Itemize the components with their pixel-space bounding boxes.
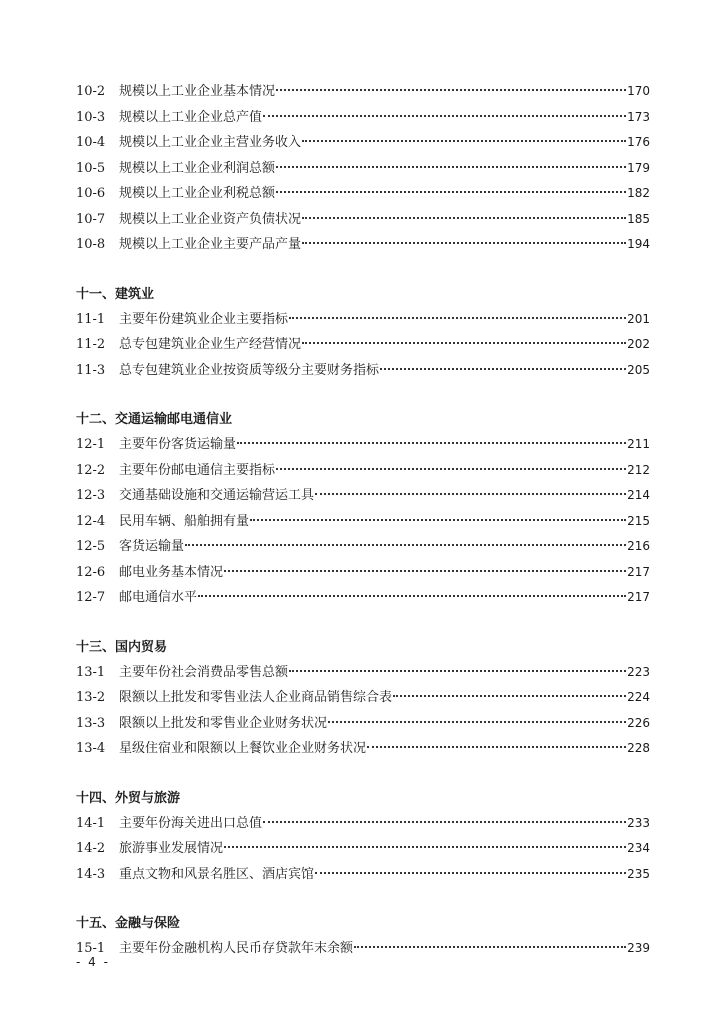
entry-title: 邮电通信水平 <box>119 590 198 605</box>
entry-page-number: 201 <box>627 311 650 326</box>
entry-number: 12-5 <box>76 539 106 554</box>
dot-leader <box>289 317 626 319</box>
entry-number: 12-3 <box>76 488 106 503</box>
entry-page-number: 179 <box>627 160 650 175</box>
entry-title: 主要年份社会消费品零售总额 <box>119 664 289 680</box>
toc-entry[interactable] <box>76 207 650 233</box>
entry-page-number: 235 <box>627 866 650 881</box>
toc-entry[interactable] <box>76 685 650 711</box>
toc-entry[interactable] <box>76 660 650 686</box>
entry-page-number: 205 <box>627 362 650 377</box>
dot-leader <box>315 493 626 495</box>
entry-title: 限额以上批发和零售业企业财务状况 <box>119 715 328 731</box>
toc-entry[interactable] <box>76 483 650 509</box>
dot-leader <box>276 89 626 91</box>
entry-title: 主要年份海关进出口总值 <box>119 815 263 831</box>
entry-page-number: 215 <box>627 513 650 528</box>
entry-page-number: 214 <box>627 488 650 502</box>
entry-title: 总专包建筑业企业生产经营情况 <box>119 337 302 352</box>
dot-leader <box>276 468 626 470</box>
dot-leader <box>367 746 626 748</box>
section-heading: 十四、外贸与旅游 <box>76 790 181 806</box>
entry-number: 11-2 <box>76 337 106 352</box>
entry-number: 12-4 <box>76 513 106 529</box>
entry-title: 主要年份客货运输量 <box>119 437 237 452</box>
entry-page-number: 194 <box>627 237 650 251</box>
toc-entry[interactable] <box>76 560 650 586</box>
entry-number: 11-1 <box>76 311 106 327</box>
entry-number: 12-1 <box>76 437 106 452</box>
dot-leader <box>393 695 626 697</box>
dot-leader <box>237 442 626 444</box>
entry-number: 14-1 <box>76 815 106 831</box>
dot-leader <box>328 721 626 723</box>
dot-leader <box>315 872 626 874</box>
entry-page-number: 239 <box>627 941 650 955</box>
entry-number: 10-6 <box>76 186 106 201</box>
entry-page-number: 216 <box>627 539 650 553</box>
entry-page-number: 173 <box>627 109 650 124</box>
toc-entry[interactable] <box>76 811 650 837</box>
toc-entry[interactable] <box>76 585 650 611</box>
entry-number: 10-4 <box>76 135 106 150</box>
entry-title: 邮电业务基本情况 <box>119 564 224 580</box>
entry-title: 民用车辆、船舶拥有量 <box>119 513 250 529</box>
entry-page-number: 170 <box>627 84 650 98</box>
entry-number: 13-4 <box>76 741 106 756</box>
entry-title: 客货运输量 <box>119 539 185 554</box>
dot-leader <box>263 821 626 823</box>
toc-entry[interactable] <box>76 358 650 384</box>
entry-title: 规模以上工业企业主要产品产量 <box>119 237 302 252</box>
page-number-footer: - 4 - <box>76 955 110 969</box>
entry-number: 10-7 <box>76 211 106 227</box>
toc-entry[interactable] <box>76 105 650 131</box>
entry-page-number: 202 <box>627 337 650 351</box>
toc-entry[interactable] <box>76 432 650 458</box>
entry-page-number: 211 <box>627 437 650 451</box>
entry-page-number: 217 <box>627 590 650 604</box>
toc-entry[interactable] <box>76 130 650 156</box>
dot-leader <box>276 191 626 193</box>
entry-number: 15-1 <box>76 941 106 956</box>
entry-title: 规模以上工业企业总产值 <box>119 109 263 125</box>
entry-number: 13-1 <box>76 664 106 680</box>
entry-title: 星级住宿业和限额以上餐饮业企业财务状况 <box>119 741 367 756</box>
entry-page-number: 228 <box>627 741 650 755</box>
entry-page-number: 182 <box>627 186 650 200</box>
entry-title: 规模以上工业企业资产负债状况 <box>119 211 302 227</box>
dot-leader <box>250 519 626 521</box>
dot-leader <box>224 570 626 572</box>
entry-number: 13-2 <box>76 690 106 705</box>
entry-page-number: 185 <box>627 211 650 226</box>
dot-leader <box>289 670 626 672</box>
entry-number: 12-2 <box>76 462 106 478</box>
dot-leader <box>380 368 626 370</box>
toc-entry[interactable] <box>76 936 650 962</box>
entry-title: 规模以上工业企业利税总额 <box>119 186 276 201</box>
entry-title: 主要年份邮电通信主要指标 <box>119 462 276 478</box>
entry-number: 10-8 <box>76 237 106 252</box>
toc-entry[interactable] <box>76 79 650 105</box>
section-heading: 十二、交通运输邮电通信业 <box>76 412 233 427</box>
toc-entry[interactable] <box>76 711 650 737</box>
entry-title: 主要年份金融机构人民币存贷款年末余额 <box>119 941 354 956</box>
entry-title: 交通基础设施和交通运输营运工具 <box>119 488 315 503</box>
toc-entry[interactable] <box>76 332 650 358</box>
section-heading: 十五、金融与保险 <box>76 916 181 931</box>
toc-entry[interactable] <box>76 307 650 333</box>
entry-number: 10-5 <box>76 160 106 176</box>
toc-entry[interactable] <box>76 181 650 207</box>
section-heading: 十一、建筑业 <box>76 286 155 302</box>
entry-title: 限额以上批发和零售业法人企业商品销售综合表 <box>119 690 393 705</box>
toc-entry[interactable] <box>76 509 650 535</box>
entry-page-number: 217 <box>627 564 650 579</box>
entry-number: 12-7 <box>76 590 106 605</box>
entry-title: 规模以上工业企业基本情况 <box>119 84 276 99</box>
dot-leader <box>354 946 626 948</box>
dot-leader <box>302 217 626 219</box>
entry-number: 13-3 <box>76 715 106 731</box>
section-heading: 十三、国内贸易 <box>76 639 168 655</box>
dot-leader <box>302 242 626 244</box>
entry-page-number: 212 <box>627 462 650 477</box>
entry-title: 规模以上工业企业利润总额 <box>119 160 276 176</box>
entry-number: 14-2 <box>76 841 106 856</box>
toc-entry[interactable] <box>76 156 650 182</box>
dot-leader <box>302 342 626 344</box>
entry-number: 10-2 <box>76 84 106 99</box>
toc-entry[interactable] <box>76 534 650 560</box>
dot-leader <box>302 140 626 142</box>
entry-page-number: 224 <box>627 690 650 704</box>
entry-page-number: 233 <box>627 815 650 830</box>
entry-title: 重点文物和风景名胜区、酒店宾馆 <box>119 866 315 882</box>
entry-title: 规模以上工业企业主营业务收入 <box>119 135 302 150</box>
entry-number: 14-3 <box>76 866 106 882</box>
table-of-contents <box>76 79 650 962</box>
toc-entry[interactable] <box>76 736 650 762</box>
dot-leader <box>263 115 626 117</box>
entry-number: 11-3 <box>76 362 106 378</box>
dot-leader <box>198 595 626 597</box>
entry-page-number: 226 <box>627 715 650 730</box>
entry-number: 10-3 <box>76 109 106 125</box>
toc-entry[interactable] <box>76 862 650 888</box>
dot-leader <box>224 846 626 848</box>
toc-entry[interactable] <box>76 836 650 862</box>
dot-leader <box>276 166 626 168</box>
toc-entry[interactable] <box>76 458 650 484</box>
entry-number: 12-6 <box>76 564 106 580</box>
entry-title: 旅游事业发展情况 <box>119 841 224 856</box>
entry-page-number: 223 <box>627 664 650 679</box>
entry-title: 主要年份建筑业企业主要指标 <box>119 311 289 327</box>
toc-entry[interactable] <box>76 232 650 258</box>
entry-title: 总专包建筑业企业按资质等级分主要财务指标 <box>119 362 380 378</box>
dot-leader <box>185 544 626 546</box>
entry-page-number: 234 <box>627 841 650 855</box>
entry-page-number: 176 <box>627 135 650 149</box>
